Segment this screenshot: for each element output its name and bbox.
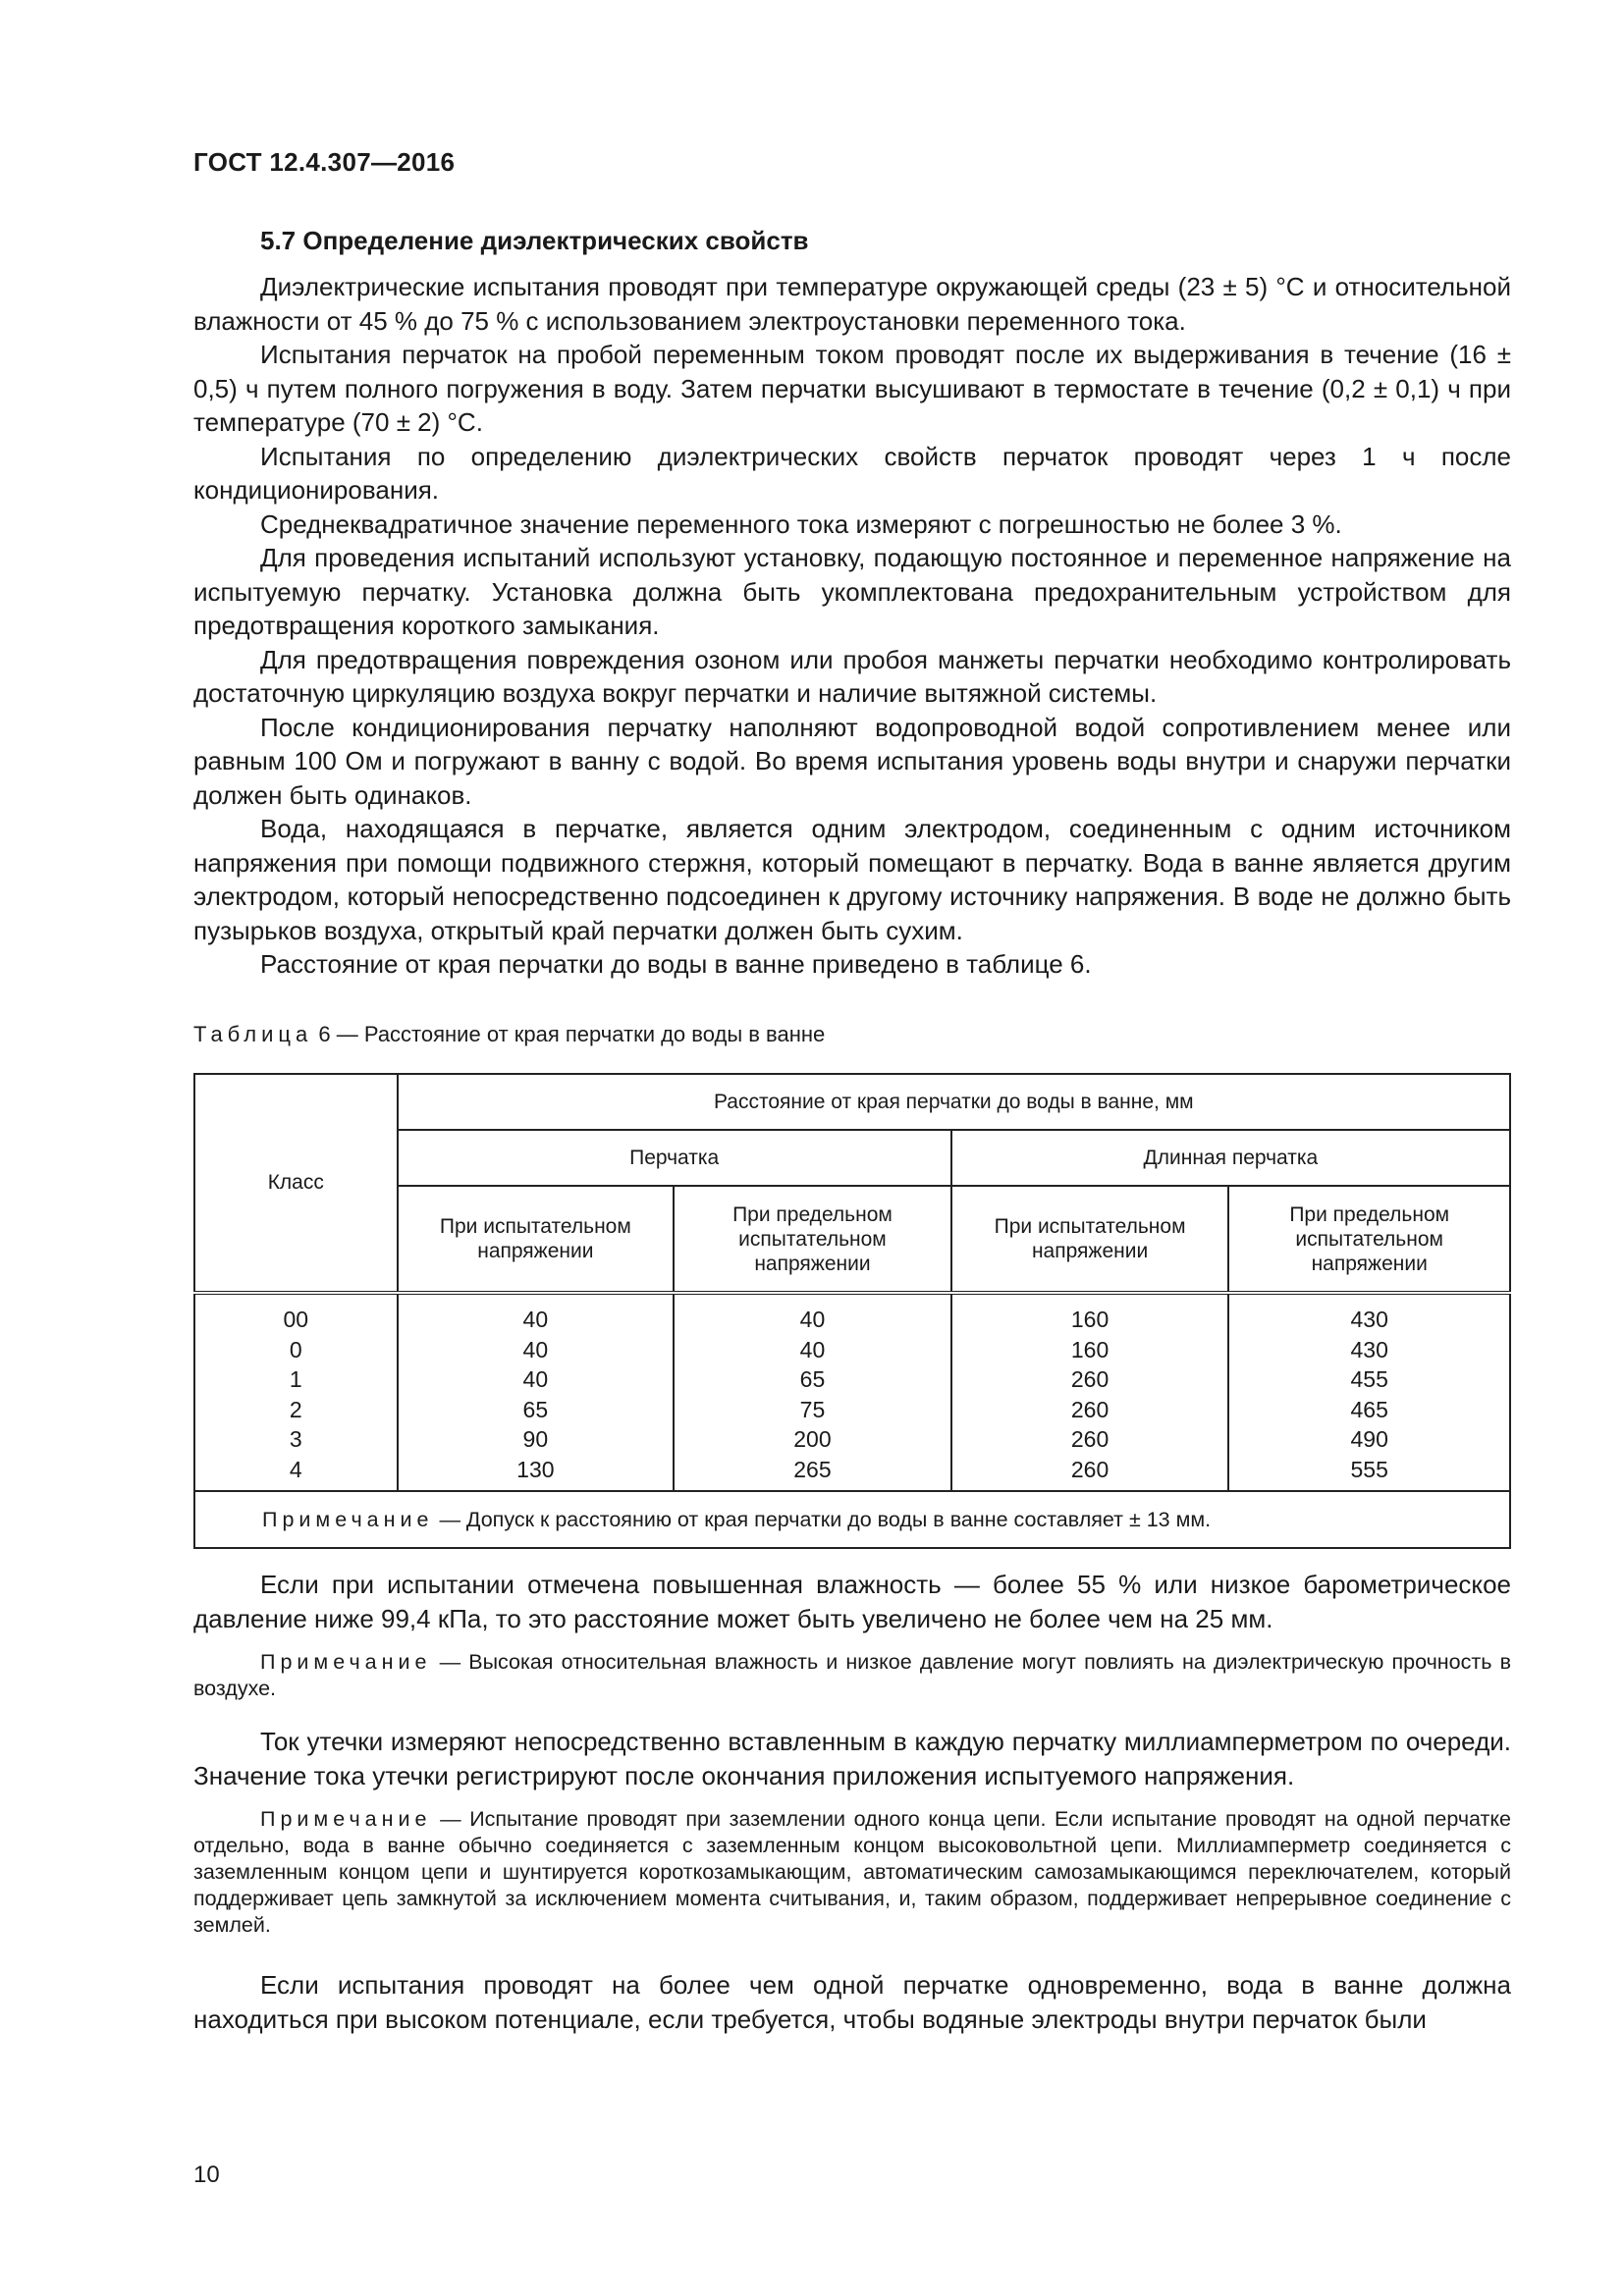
cell: 00	[283, 1307, 309, 1332]
paragraph: Расстояние от края перчатки до воды в ванне приведено в таблице 6.	[260, 949, 1092, 979]
section-title: 5.7 Определение диэлектрических свойств	[260, 226, 809, 255]
paragraph: После кондиционирования перчатку наполняют водопроводной водой сопротивлением менее или равным 100 Ом и погружают в ванну с водой. Во время испытания уровень воды внутри и снаружи перчатки должен быть одинаков.	[193, 712, 1511, 810]
table-caption-number: 6	[318, 1022, 331, 1046]
cell: 3	[289, 1426, 302, 1452]
cell: 65	[522, 1396, 549, 1422]
column-long-test	[951, 1293, 1229, 1491]
table-caption	[193, 1022, 825, 1047]
note-grounding	[193, 1806, 1511, 1939]
cell: 0	[289, 1336, 302, 1362]
table-data-row	[194, 1293, 1510, 1491]
document-code-header: ГОСТ 12.4.307—2016	[193, 147, 456, 177]
cell: 455	[1350, 1366, 1388, 1392]
header-long-limit: При предельном испытательном напряжении	[1228, 1186, 1510, 1293]
table-note	[194, 1491, 1510, 1548]
header-glove-limit: При предельном испытательном напряжении	[674, 1186, 951, 1293]
cell: 260	[1070, 1396, 1110, 1422]
note-text: — Высокая относительная влажность и низкое давление могут повлиять на диэлектрическую прочность в воздухе.	[193, 1650, 1511, 1700]
cell: 265	[793, 1456, 832, 1482]
cell: 90	[522, 1426, 549, 1452]
header-long-test: При испытательном напряжении	[951, 1186, 1229, 1293]
column-glove-limit	[674, 1293, 951, 1491]
cell: 555	[1350, 1456, 1388, 1482]
paragraph: Ток утечки измеряют непосредственно вставленным в каждую перчатку миллиамперметром по очереди. Значение тока утечки регистрируют после окончания приложения испытуемого напряжения.	[193, 1727, 1511, 1790]
table-caption-text: — Расстояние от края перчатки до воды в ванне	[336, 1022, 826, 1046]
cell: 4	[289, 1456, 302, 1482]
cell: 130	[516, 1456, 555, 1482]
cell: 260	[1070, 1456, 1110, 1482]
paragraph: Испытания перчаток на пробой переменным током проводят после их выдерживания в течение (16 ± 0,5) ч путем полного погружения в воду. Затем перчатки высушивают в термостате в течение (0,2 ± 0,1) ч при температуре (70 ± 2) °С.	[193, 340, 1511, 437]
cell: 40	[799, 1307, 826, 1332]
table-note-label: Примечание	[262, 1507, 434, 1531]
header-glove-test: При испытательном напряжении	[398, 1186, 675, 1293]
cell: 430	[1350, 1307, 1388, 1332]
cell: 160	[1070, 1336, 1110, 1362]
note-text: — Испытание проводят при заземлении одного конца цепи. Если испытание проводят на одной перчатке отдельно, вода в ванне обычно соединяется с заземленным концом высоковольтной цепи. Миллиамперметр соединяется с заземленным концом цепи и шунтируется короткозамыкающим, автоматическим самозамыкающимся переключателем, который поддерживает цепь замкнутой за исключением момента считывания, и, таким образом, поддерживает непрерывное соединение с землей.	[193, 1807, 1511, 1937]
cell: 490	[1350, 1426, 1388, 1452]
cell: 260	[1070, 1366, 1110, 1392]
column-long-limit	[1228, 1293, 1510, 1491]
cell: 40	[522, 1307, 549, 1332]
paragraph: Среднеквадратичное значение переменного тока измеряют с погрешностью не более 3 %.	[260, 508, 1342, 539]
paragraph: Для предотвращения повреждения озоном или пробоя манжеты перчатки необходимо контролировать достаточную циркуляцию воздуха вокруг перчатки и наличие вытяжной системы.	[193, 644, 1511, 708]
distance-table	[193, 1073, 1511, 1549]
cell: 1	[289, 1366, 302, 1392]
note-humidity	[193, 1649, 1511, 1702]
cell: 65	[799, 1366, 826, 1392]
cell: 40	[522, 1366, 549, 1392]
cell: 160	[1070, 1307, 1110, 1332]
cell: 200	[793, 1426, 832, 1452]
page-number: 10	[193, 2162, 220, 2188]
cell: 430	[1350, 1336, 1388, 1362]
multi-glove-paragraph	[193, 1968, 1511, 2036]
note-label: Примечание	[260, 1650, 432, 1674]
header-class: Класс	[194, 1074, 398, 1293]
note-label: Примечание	[260, 1807, 432, 1831]
paragraph: Испытания по определению диэлектрических свойств перчаток проводят через 1 ч после кондиционирования.	[193, 441, 1511, 505]
paragraph: Если при испытании отмечена повышенная влажность — более 55 % или низкое барометрическое давление ниже 99,4 кПа, то это расстояние может быть увеличено не более чем на 25 мм.	[193, 1570, 1511, 1633]
table-caption-label: Таблица	[193, 1022, 313, 1046]
section-body	[193, 270, 1511, 982]
cell: 75	[799, 1396, 826, 1422]
header-distance: Расстояние от края перчатки до воды в ванне, мм	[398, 1074, 1510, 1130]
header-glove: Перчатка	[398, 1130, 951, 1186]
column-class	[194, 1293, 398, 1491]
table-note-text: — Допуск к расстоянию от края перчатки до воды в ванне составляет ± 13 мм.	[439, 1507, 1212, 1531]
column-glove-test	[398, 1293, 675, 1491]
paragraph: Диэлектрические испытания проводят при температуре окружающей среды (23 ± 5) °С и относительной влажности от 45 % до 75 % с использованием электроустановки переменного тока.	[193, 272, 1511, 336]
paragraph: Для проведения испытаний используют установку, подающую постоянное и переменное напряжение на испытуемую перчатку. Установка должна быть укомплектована предохранительным устройством для предотвращения короткого замыкания.	[193, 543, 1511, 640]
cell: 40	[799, 1336, 826, 1362]
cell: 40	[522, 1336, 549, 1362]
header-long-glove: Длинная перчатка	[951, 1130, 1510, 1186]
cell: 465	[1350, 1396, 1388, 1422]
cell: 260	[1070, 1426, 1110, 1452]
cell: 2	[289, 1396, 302, 1422]
paragraph: Если испытания проводят на более чем одной перчатке одновременно, вода в ванне должна находиться при высоком потенциале, если требуется, чтобы водяные электроды внутри перчаток были	[193, 1970, 1511, 2034]
after-table-paragraph	[193, 1568, 1511, 1635]
paragraph: Вода, находящаяся в перчатке, является одним электродом, соединенным с одним источником напряжения при помощи подвижного стержня, который помещают в перчатку. Вода в ванне является другим электродом, который непосредственно подсоединен к другому источнику напряжения. В воде не должно быть пузырьков воздуха, открытый край перчатки должен быть сухим.	[193, 814, 1511, 945]
leakage-paragraph	[193, 1725, 1511, 1792]
